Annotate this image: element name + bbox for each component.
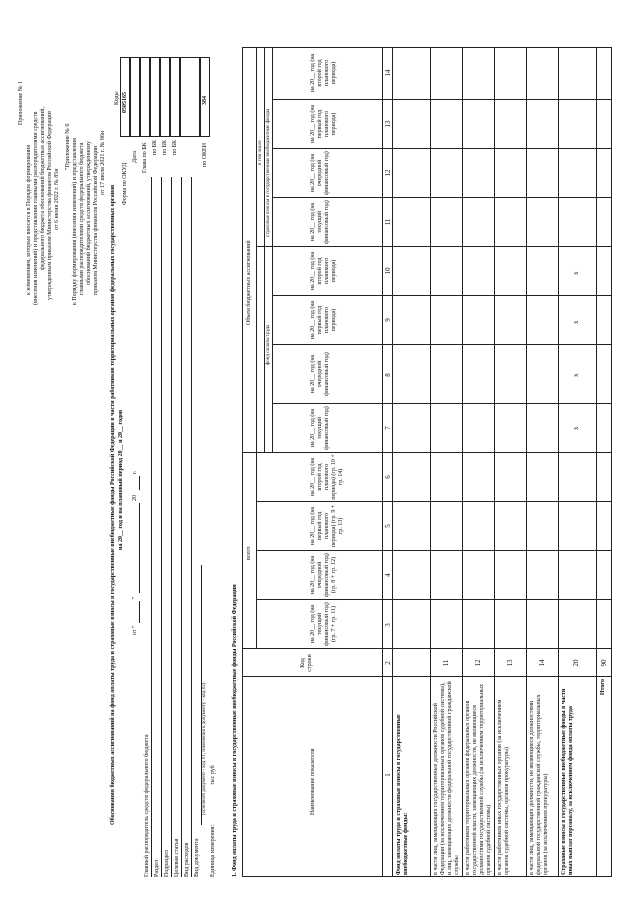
- col-head: на 20__ год (на очередной финансовый год) (гр. 8 + гр. 12): [310, 553, 337, 597]
- group-fot: фонд оплаты труда: [266, 324, 271, 365]
- col-head: на 20__ год (на текущий финансовый год) (гр. 7 + гр. 11): [310, 602, 337, 646]
- col-head: на 20__ год (на первый год планового периода): [310, 300, 337, 340]
- group-vsego: всего: [246, 546, 252, 560]
- field-label: Вид расходов: [184, 842, 190, 877]
- okei-value: 384: [202, 96, 208, 105]
- doc-type-hint: (основной документ - код 01; изменения к документу - код 02): [202, 682, 207, 815]
- col-head: на 20__ год (на очередной финансовый год): [310, 352, 330, 396]
- group-strah: страховые взносы в государственные внебюджетные фонды: [266, 109, 271, 237]
- table-row-code: 11: [442, 659, 450, 667]
- appendix-line: к Порядку формирования (внесения изменений) и представления: [72, 138, 78, 305]
- col-head: на 20__ год (на текущий финансовый год): [310, 200, 330, 244]
- table-row-name: Итого: [600, 679, 606, 696]
- appendix-line: "Приложение № 6: [65, 123, 71, 170]
- table-row-code: 20: [572, 659, 580, 667]
- field-label: Подраздел: [164, 850, 170, 877]
- field-label: Вид документа: [194, 838, 200, 877]
- field-label: Главный распорядитель средств федерального бюджета: [144, 734, 150, 877]
- appendix-line: федерального бюджета обоснований бюджетных ассигнований,: [40, 107, 46, 270]
- table-row-name: в части работников территориальных органов федеральных органов государственной власти, замещающих должности, не являющиеся должностями государственной службы (за исключением территориальных органов судебной системы): [465, 683, 492, 875]
- table-row-name: в части работников иных государственных органов (за исключением органов судебной системы, органов прокуратуры): [497, 699, 510, 875]
- codes-header: Коды: [114, 91, 120, 105]
- appendix-line: от 6 июня 2022 г. № 85н: [54, 168, 60, 230]
- document-subtitle: на 20__ год и на плановый период 20__ и 20__ годов: [118, 409, 124, 550]
- section-heading: 1. Фонд оплаты труда и страховые взносы в государственные внебюджетные фонды Российской Федерации: [232, 584, 238, 877]
- x-mark: x: [572, 373, 580, 377]
- table-row-name: Страховые взносы в государственные внебюджетные фонды в части иных выплат персоналу, за исключением фонда оплаты труда: [561, 688, 574, 875]
- appendix-line: приказом Министерства финансов Российской Федерации: [93, 145, 99, 295]
- x-mark: x: [572, 320, 580, 324]
- appendix-line: от 17 июля 2021 г. № 86н: [100, 130, 106, 195]
- table-row-name: в части лиц, замещающих государственные должности Российской Федерации (за исключением территориальных органов судебной системы), и лиц, замещающих должности федеральной государственной гражданской службы: [433, 681, 460, 875]
- field-label: Раздел: [154, 860, 160, 877]
- group-v-tom: в том числе: [258, 140, 263, 165]
- okud-label: Форма по ОКУД: [122, 162, 128, 205]
- table-row-code: 12: [474, 659, 482, 667]
- appendix-line: к изменениям, которые вносятся в Порядок формирования: [26, 144, 32, 295]
- col-head: на 20__ год (на первый год планового периода) (гр. 9 + гр. 13): [310, 504, 344, 548]
- x-mark: x: [572, 426, 580, 430]
- col-head: на 20__ год (на очередной финансовый год): [310, 151, 330, 195]
- appendix-line: утвержденным приказом Министерства финансов Российской Федерации: [47, 111, 53, 300]
- col-head: на 20__ год (на второй год планового периода) (гр. 10 + гр. 14): [310, 454, 344, 500]
- unit-value: тыс руб: [210, 765, 216, 785]
- table-row-name: Фонд оплаты труда и страховые взносы в государственные внебюджетные фонды:: [396, 714, 409, 875]
- appendix-line: обоснований бюджетных ассигнований, утвержденному: [86, 141, 92, 285]
- col-head: на 20__ год (на текущий финансовый год): [310, 406, 330, 450]
- table-row-code: 14: [538, 659, 546, 667]
- col-code-header: Код строки: [300, 654, 313, 672]
- table-row-name: в части лиц, замещающих должности, не являющиеся должностями федеральной государственной гражданской службы, территориальных органов (за исключением прокуратуры): [529, 694, 549, 875]
- appendix-line: главными распорядителями средств федерального бюджета: [79, 142, 85, 295]
- table-row-code: 13: [506, 659, 514, 667]
- field-label: Целевая статья: [174, 838, 180, 877]
- group-obem: Объем бюджетных ассигнований: [246, 240, 252, 325]
- col-head: на 20__ год (на второй год планового периода): [310, 251, 337, 291]
- rotated-document: Приложение № 1 к изменениям, которые вносятся в Порядок формирования (внесения изменений) и представления главными распорядителями средств федерального бюджета обоснований бюджетных ассигнований, утвержденным приказом Министерства финансов Российской Федерации от 6 июня 2022 г. № 85н "Приложение № 6 к Порядку формирования (внесения изменений) и представления главными распорядителями средств федерального бюджета обоснований бюджетных ассигнований, утвержденному приказом Министерства финансов Российской Федерации от 17 июля 2021 г. № 86н Обоснования бюджетных ассигнований на фонд оплаты труда и страховые взносы в государственные внебюджетные фонды Российской Федерации в части работников территориальных органов федеральных государственных органов на 20__ год и на плановый период 20__ и 20__ годов от " " 20 г. Коды Форма по ОКУД 0505165 Дата Глава по БК по БК по БК по БК по ОКЕИ 384 Главный распорядитель средств федерального бюджета Раздел Подраздел Целевая статья Вид расходов Вид документа (основной документ - код 01; изменения к документу - код 02) Единица измерения: тыс руб 1. Фонд оплаты труда и страховые взносы в государственные внебюджетные фонды Российской Федерации Наименование показателя Код строки всего Объем бюджетных ассигнований в том числе фонд оплаты труда страховые взносы в государственные внебюджетные фонды на 20__ год (на текущий финансовый год) (гр. 7 + гр. 11) на 20__ год (на очередной финансовый год) (гр. 8 + гр. 12) на 20__ год (на первый год планового периода) (гр. 9 + гр. 13) на 20__ год (на второй год планового периода) (гр. 10 + гр. 14) на 20__ год (на текущий финансовый год) на 20__ год (на очередной финансовый год) на 20__ год (на первый год планового периода) на 20__ год (на второй год планового периода) на 20__ год (на текущий финансовый год) на 20__ год (на очередной финансовый год) на 20__ год (на первый год планового периода) на 20__ год (на второй год планового периода) 1 2 3 4 5 6 7 8 9 10 11 12 13 14 Фонд оплаты труда и страховые взносы в государственные внебюджетные фонды: в части лиц, замещающих государственные должности Российской Федерации (за исключением территориальных органов судебной системы), и лиц, замещающих должности федеральной государственной гражданской службы в части работников территориальных органов федеральных органов государственной власти, замещающих должности, не являющиеся должностями государственной службы (за исключением территориальных органов судебной системы) в части работников иных государственных органов (за исключением органов судебной системы, органов прокуратуры) в части лиц, замещающих должности, не являющиеся должностями федеральной государственной гражданской службы, территориальных органов (за исключением прокуратуры) Страховые взносы в государственные внебюджетные фонды в части иных выплат персоналу, за исключением фонда оплаты труда Итого 11 12 13 14 20 90 x x x x: [10, 20, 630, 885]
- appendix-line: Приложение № 1: [18, 81, 24, 125]
- col-head: на 20__ год (на первый год планового периода): [310, 104, 337, 144]
- appendix-line: (внесения изменений) и представления главными распорядителями средств: [33, 111, 39, 305]
- okei-label: по ОКЕИ: [202, 142, 208, 167]
- table-row-code: 90: [600, 659, 608, 667]
- document-title: Обоснования бюджетных ассигнований на фонд оплаты труда и страховые взносы в государственные внебюджетные фонды Российской Федерации в части работников территориальных органов федеральных государственных органов: [110, 184, 116, 825]
- unit-label: Единица измерения:: [210, 824, 216, 877]
- col-name-header: Наименование показателя: [310, 748, 316, 815]
- okud-value: 0505165: [122, 92, 128, 113]
- col-head: на 20__ год (на второй год планового периода): [310, 53, 337, 93]
- x-mark: x: [572, 271, 580, 275]
